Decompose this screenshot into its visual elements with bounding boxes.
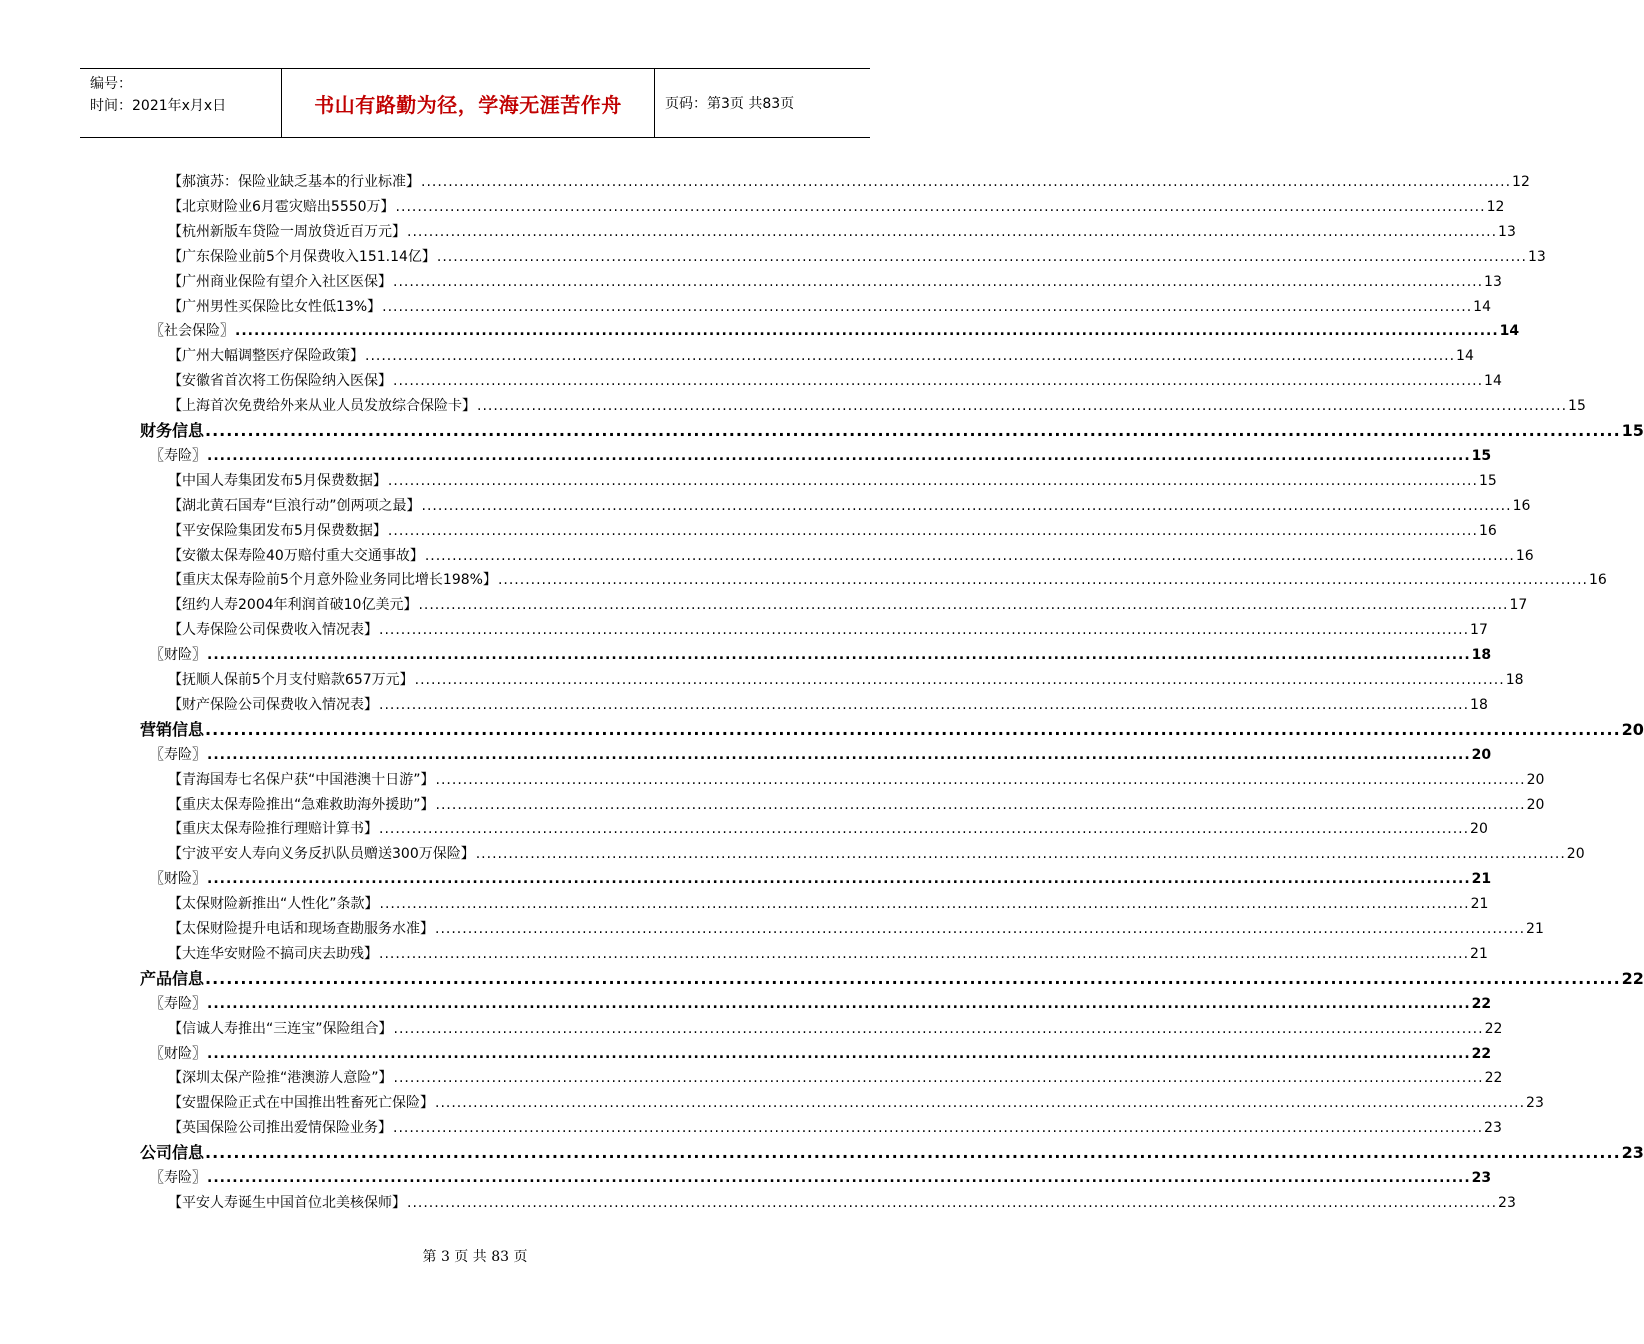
toc-page-number: 12: [1486, 198, 1505, 215]
toc-entry[interactable]: [168, 817, 1488, 841]
toc-page-number: 21: [1471, 871, 1492, 888]
page-footer: 第 3 页 共 83 页: [422, 1249, 528, 1265]
toc-entry-title: 【太保财险提升电话和现场查勘服务水准】: [168, 921, 434, 937]
toc-entry[interactable]: [168, 544, 1534, 568]
toc-entry-title: 【深圳太保产险推“港澳游人意险”】: [168, 1070, 393, 1087]
toc-entry-title: 【湖北黄石国寿“巨浪行动”创两项之最】: [168, 497, 421, 514]
toc-page-number: 23: [1471, 1170, 1492, 1186]
toc-subsection[interactable]: [150, 643, 1492, 667]
toc-leader-dots: ........................................................................................................................................................................................................: [414, 672, 1505, 688]
toc-entry-title: 【英国保险公司推出爱情保险业务】: [168, 1120, 392, 1137]
toc-entry-title: 【大连华安财险不搞司庆去助残】: [168, 945, 378, 962]
toc-leader-dots: ........................................................................................................................................................................................................: [387, 522, 1478, 539]
toc-entry-title: 【人寿保险公司保费收入情况表】: [168, 622, 378, 639]
toc-leader-dots: ........................................................................................................................................................................................................: [207, 871, 1471, 888]
toc-page-number: 17: [1470, 622, 1488, 639]
toc-page-number: 15: [1471, 447, 1492, 464]
toc-page-number: 23: [1526, 1095, 1544, 1112]
toc-leader-dots: ........................................................................................................................................................................................................: [395, 198, 1486, 215]
toc-leader-dots: ........................................................................................................................................................................................................: [235, 323, 1499, 340]
toc-page-number: 16: [1478, 522, 1497, 539]
toc-leader-dots: ........................................................................................................................................................................................................: [207, 647, 1471, 664]
toc-page-number: 14: [1499, 323, 1520, 340]
toc-leader-dots: ........................................................................................................................................................................................................: [424, 547, 1515, 564]
toc-page-number: 21: [1526, 921, 1544, 937]
toc-entry[interactable]: [168, 768, 1545, 792]
toc-page-number: 16: [1588, 572, 1607, 589]
toc-entry[interactable]: [168, 394, 1586, 418]
toc-leader-dots: ........................................................................................................................................................................................................: [207, 1045, 1471, 1062]
toc-subsection[interactable]: [150, 444, 1492, 468]
toc-page-number: 16: [1512, 497, 1531, 514]
toc-leader-dots: ........................................................................................................................................................................................................: [207, 995, 1471, 1012]
toc-entry-title: 【太保财险新推出“人性化”条款】: [168, 896, 379, 913]
header-page-info: 页码：第3页 共83页: [665, 96, 795, 112]
toc-leader-dots: ........................................................................................................................................................................................................: [435, 796, 1526, 813]
toc-entry-title: 【重庆太保寿险推行理赔计算书】: [168, 821, 378, 838]
toc-entry-title: 【广州男性买保险比女性低13%】: [168, 298, 382, 315]
toc-page-number: 13: [1498, 223, 1516, 240]
toc-entry-title: 【宁波平安人寿向义务反扒队员赠送300万保险】: [168, 846, 475, 863]
toc-page-number: 15: [1478, 472, 1497, 489]
toc-entry-title: 【重庆太保寿险前5个月意外险业务同比增长198%】: [168, 572, 497, 589]
toc-entry[interactable]: [168, 170, 1530, 194]
toc-entry[interactable]: [168, 270, 1502, 294]
toc-entry-title: 【郝演苏：保险业缺乏基本的行业标准】: [168, 174, 420, 190]
toc-entry-title: 【北京财险业6月雹灾赔出5550万】: [168, 198, 395, 215]
toc-page-number: 13: [1527, 248, 1546, 265]
toc-subsection[interactable]: [150, 1042, 1492, 1066]
toc-entry[interactable]: [168, 568, 1607, 592]
time-label: 时间：2021年x月x日: [90, 98, 227, 114]
toc-leader-dots: ........................................................................................................................................................................................................: [477, 398, 1568, 415]
toc-entry-title: 【安盟保险正式在中国推出牲畜死亡保险】: [168, 1095, 434, 1112]
toc-page-number: 23: [1484, 1120, 1502, 1137]
toc-entry-title: 【青海国寿七名保户获“中国港澳十日游”】: [168, 771, 435, 788]
toc-entry-title: 【安徽省首次将工伤保险纳入医保】: [168, 373, 392, 390]
toc-entry-title: 〖社会保险〗: [150, 323, 234, 340]
toc-leader-dots: ........................................................................................................................................................................................................: [435, 1095, 1526, 1112]
toc-entry[interactable]: [168, 1066, 1503, 1090]
toc-leader-dots: ........................................................................................................................................................................................................: [418, 597, 1509, 614]
toc-entry[interactable]: [168, 793, 1545, 817]
toc-leader-dots: ........................................................................................................................................................................................................: [393, 1120, 1484, 1137]
toc-page-number: 13: [1484, 273, 1502, 290]
toc-page-number: 16: [1515, 547, 1534, 564]
toc-page-number: 22: [1621, 968, 1644, 988]
toc-leader-dots: ........................................................................................................................................................................................................: [393, 373, 1484, 390]
toc-entry-title: 【广州商业保险有望介入社区医保】: [168, 273, 392, 290]
page-header: [80, 68, 870, 138]
toc-page-number: 15: [1621, 421, 1644, 440]
toc-entry-title: 公司信息: [140, 1143, 205, 1163]
toc-entry-title: 【财产保险公司保费收入情况表】: [168, 696, 378, 713]
toc-entry[interactable]: [168, 469, 1497, 493]
toc-entry[interactable]: [168, 1116, 1502, 1140]
toc-page-number: 22: [1471, 995, 1492, 1012]
toc-page-number: 14: [1484, 373, 1502, 390]
toc-entry-title: 【安徽太保寿险40万赔付重大交通事故】: [168, 547, 424, 564]
toc-entry[interactable]: [168, 519, 1497, 543]
toc-section[interactable]: [140, 419, 1644, 443]
toc-leader-dots: ........................................................................................................................................................................................................: [379, 896, 1470, 913]
toc-entry-title: 【广州大幅调整医疗保险政策】: [168, 348, 364, 365]
toc-section[interactable]: [140, 1141, 1644, 1165]
toc-entry-title: 〖寿险〗: [150, 995, 206, 1012]
toc-entry-title: 财务信息: [140, 421, 205, 440]
toc-entry-title: 【重庆太保寿险推出“急难救助海外援助”】: [168, 796, 435, 813]
toc-entry-title: 〖寿险〗: [150, 447, 206, 464]
toc-leader-dots: ........................................................................................................................................................................................................: [379, 821, 1470, 838]
toc-entry-title: 【上海首次免费给外来从业人员发放综合保险卡】: [168, 398, 476, 415]
toc-entry[interactable]: [168, 1017, 1503, 1041]
toc-leader-dots: ........................................................................................................................................................................................................: [393, 273, 1484, 290]
toc-section[interactable]: [140, 718, 1644, 742]
toc-page-number: 18: [1471, 647, 1492, 664]
toc-page-number: 20: [1621, 719, 1644, 739]
toc-entry[interactable]: [168, 917, 1544, 941]
toc-leader-dots: ........................................................................................................................................................................................................: [475, 846, 1566, 863]
number-label: 编号：: [90, 76, 132, 92]
toc-leader-dots: ........................................................................................................................................................................................................: [379, 945, 1470, 962]
toc-entry-title: 〖财险〗: [150, 1045, 206, 1062]
toc-page-number: 23: [1498, 1194, 1516, 1211]
toc-leader-dots: ........................................................................................................................................................................................................: [205, 1143, 1621, 1163]
toc-leader-dots: ........................................................................................................................................................................................................: [436, 248, 1527, 265]
toc-entry[interactable]: [168, 1191, 1516, 1215]
toc-entry[interactable]: [168, 245, 1546, 269]
toc-entry[interactable]: [168, 369, 1502, 393]
toc-leader-dots: ........................................................................................................................................................................................................: [435, 921, 1526, 937]
toc-leader-dots: ........................................................................................................................................................................................................: [407, 1194, 1498, 1211]
toc-leader-dots: ........................................................................................................................................................................................................: [207, 1170, 1471, 1186]
toc-leader-dots: ........................................................................................................................................................................................................: [407, 223, 1498, 240]
toc-entry-title: 【抚顺人保前5个月支付赔款657万元】: [168, 672, 414, 688]
toc-entry-title: 产品信息: [140, 968, 205, 988]
toc-subsection[interactable]: [150, 1166, 1492, 1190]
toc-entry-title: 【杭州新版车贷险一周放贷近百万元】: [168, 223, 406, 240]
toc-subsection[interactable]: [150, 867, 1492, 891]
toc-page-number: 20: [1470, 821, 1488, 838]
toc-entry[interactable]: [168, 942, 1488, 966]
toc-entry-title: 【广东保险业前5个月保费收入151.14亿】: [168, 248, 436, 265]
toc-entry[interactable]: [168, 344, 1474, 368]
toc-leader-dots: ........................................................................................................................................................................................................: [205, 968, 1621, 988]
toc-leader-dots: ........................................................................................................................................................................................................: [387, 472, 1478, 489]
toc-leader-dots: ........................................................................................................................................................................................................: [393, 1070, 1484, 1087]
toc-page-number: 12: [1512, 174, 1530, 190]
toc-leader-dots: ........................................................................................................................................................................................................: [382, 298, 1473, 315]
toc-entry-title: 〖财险〗: [150, 871, 206, 888]
toc-entry-title: 【纽约人寿2004年利润首破10亿美元】: [168, 597, 418, 614]
toc-subsection[interactable]: [150, 319, 1520, 343]
toc-page-number: 14: [1473, 298, 1491, 315]
toc-page-number: 23: [1621, 1143, 1644, 1163]
toc-leader-dots: ........................................................................................................................................................................................................: [393, 1020, 1484, 1037]
toc-page-number: 17: [1509, 597, 1528, 614]
toc-page-number: 20: [1471, 746, 1492, 763]
toc-leader-dots: ........................................................................................................................................................................................................: [435, 771, 1526, 788]
toc-page-number: 20: [1566, 846, 1585, 863]
toc-entry-title: 【信诚人寿推出“三连宝”保险组合】: [168, 1020, 393, 1037]
toc-entry-title: 【平安保险集团发布5月保费数据】: [168, 522, 387, 539]
toc-page-number: 14: [1456, 348, 1474, 365]
toc-subsection[interactable]: [150, 992, 1492, 1016]
toc-entry[interactable]: [168, 668, 1524, 692]
toc-leader-dots: ........................................................................................................................................................................................................: [207, 447, 1471, 464]
toc-leader-dots: ........................................................................................................................................................................................................: [365, 348, 1456, 365]
toc-leader-dots: ........................................................................................................................................................................................................: [205, 421, 1621, 440]
toc-leader-dots: ........................................................................................................................................................................................................: [379, 622, 1470, 639]
header-meta: [80, 69, 282, 137]
toc-leader-dots: ........................................................................................................................................................................................................: [205, 719, 1621, 739]
toc-entry[interactable]: [168, 295, 1491, 319]
toc-entry-title: 〖寿险〗: [150, 746, 206, 763]
toc-entry[interactable]: [168, 593, 1528, 617]
toc-page-number: 20: [1526, 771, 1545, 788]
toc-leader-dots: ........................................................................................................................................................................................................: [421, 174, 1512, 190]
toc-leader-dots: ........................................................................................................................................................................................................: [421, 497, 1512, 514]
toc-page-number: 18: [1470, 696, 1488, 713]
toc-leader-dots: ........................................................................................................................................................................................................: [207, 746, 1471, 763]
toc-subsection[interactable]: [150, 743, 1492, 767]
toc-entry[interactable]: [168, 618, 1488, 642]
toc-entry-title: 〖财险〗: [150, 647, 206, 664]
toc-page-number: 22: [1484, 1070, 1503, 1087]
toc-entry[interactable]: [168, 892, 1489, 916]
toc-page-number: 20: [1526, 796, 1545, 813]
toc-entry[interactable]: [168, 1091, 1544, 1115]
toc-page-number: 21: [1470, 896, 1489, 913]
toc-page-number: 18: [1505, 672, 1524, 688]
toc-section[interactable]: [140, 967, 1644, 991]
toc-page-number: 21: [1470, 945, 1488, 962]
toc-entry-title: 〖寿险〗: [150, 1170, 206, 1186]
toc-entry[interactable]: [168, 842, 1585, 866]
toc-entry[interactable]: [168, 195, 1505, 219]
toc-leader-dots: ........................................................................................................................................................................................................: [497, 572, 1588, 589]
toc-entry-title: 【平安人寿诞生中国首位北美核保师】: [168, 1194, 406, 1211]
header-motto: 书山有路勤为径，学海无涯苦作舟: [282, 69, 655, 137]
toc-entry[interactable]: [168, 220, 1516, 244]
toc-entry-title: 【中国人寿集团发布5月保费数据】: [168, 472, 387, 489]
toc-page-number: 22: [1484, 1020, 1503, 1037]
toc-leader-dots: ........................................................................................................................................................................................................: [379, 696, 1470, 713]
toc-entry[interactable]: [168, 494, 1531, 518]
toc-entry[interactable]: [168, 693, 1488, 717]
toc-entry-title: 营销信息: [140, 719, 205, 739]
toc-page-number: 15: [1568, 398, 1586, 415]
toc-page-number: 22: [1471, 1045, 1492, 1062]
